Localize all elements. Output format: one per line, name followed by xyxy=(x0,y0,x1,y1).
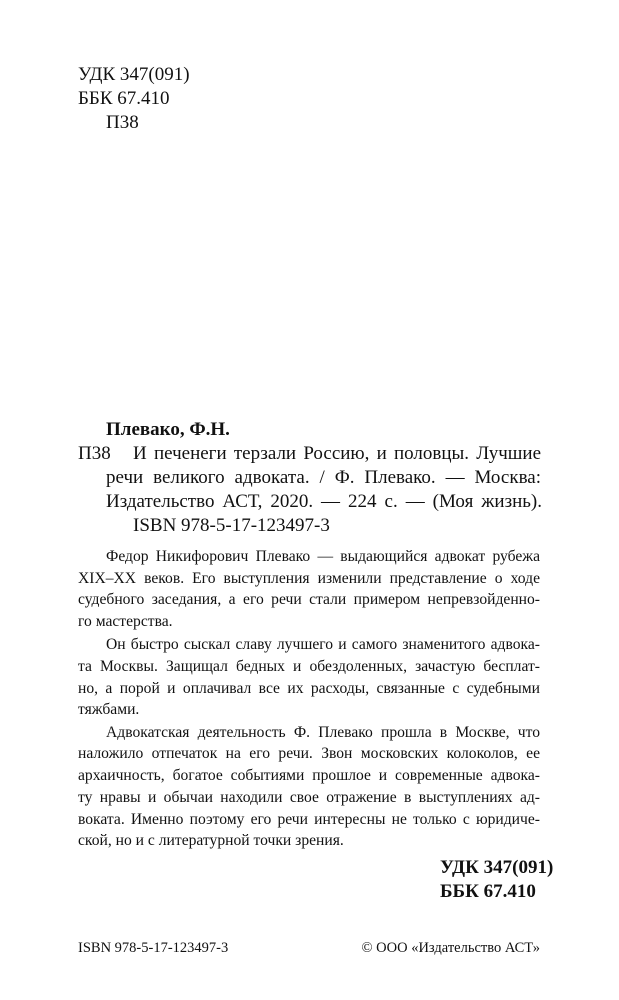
abstract-line-5 xyxy=(106,636,540,654)
abstract-line-6 xyxy=(78,658,540,676)
abstract-line-10 xyxy=(78,745,540,763)
abstract-line-7 xyxy=(78,680,540,698)
abstract-line-2 xyxy=(78,570,540,588)
abstract-text: судебного заседания, а его речи стали примером непревзойденно- xyxy=(78,591,540,608)
abstract-line-14: ской, но и с литературной точки зрения. xyxy=(78,832,344,849)
abstract-text: воката. Именно поэтому его речи интересны не только с юридиче- xyxy=(78,811,540,828)
footer-isbn: ISBN 978-5-17-123497-3 xyxy=(78,940,229,956)
author-mark-top: П38 xyxy=(106,112,139,133)
abstract-text: Он быстро сыскал славу лучшего и самого знаменитого адвока- xyxy=(106,636,540,653)
abstract-text: но, а порой и оплачивал все их расходы, связанные с судебными xyxy=(78,680,540,697)
entry-author-mark: П38 xyxy=(78,443,111,464)
bbk-code-bottom: ББК 67.410 xyxy=(440,881,536,902)
udk-code-bottom: УДК 347(091) xyxy=(440,857,554,878)
entry-line-text: И печенеги терзали Россию, и половцы. Лучшие xyxy=(133,443,541,464)
abstract-line-3 xyxy=(78,591,540,609)
footer-copyright: © ООО «Издательство АСТ» xyxy=(361,940,540,956)
abstract-text: XIX–XX веков. Его выступления изменили представление о ходе xyxy=(78,570,540,587)
abstract-text: та Москвы. Защищал бедных и обездоленных, зачастую бесплат- xyxy=(78,658,540,675)
abstract-line-11 xyxy=(78,767,540,785)
abstract-line-13 xyxy=(78,811,540,829)
udk-code-top: УДК 347(091) xyxy=(78,64,190,85)
entry-author: Плевако, Ф.Н. xyxy=(106,419,230,440)
abstract-line-4: го мастерства. xyxy=(78,613,173,630)
abstract-text: наложило отпечаток на его речи. Звон московских колоколов, ее xyxy=(78,745,540,762)
entry-line-1 xyxy=(133,443,541,465)
entry-line-3 xyxy=(106,491,542,513)
abstract-line-8: тяжбами. xyxy=(78,701,140,718)
bbk-code-top: ББК 67.410 xyxy=(78,88,170,109)
entry-line-text: Издательство АСТ, 2020. — 224 с. — (Моя жизнь). xyxy=(106,491,542,512)
entry-line-text: речи великого адвоката. / Ф. Плевако. — Москва: xyxy=(106,467,541,488)
abstract-line-9 xyxy=(106,724,540,742)
abstract-text: архаичность, богатое событиями прошлое и современные адвока- xyxy=(78,767,540,784)
abstract-text: Федор Никифорович Плевако — выдающийся адвокат рубежа xyxy=(106,548,540,565)
abstract-text: ту нравы и обычаи находили свое отражение в выступлениях ад- xyxy=(78,789,540,806)
abstract-line-12 xyxy=(78,789,540,807)
entry-isbn: ISBN 978-5-17-123497-3 xyxy=(133,515,330,536)
abstract-text: Адвокатская деятельность Ф. Плевако прошла в Москве, что xyxy=(106,724,540,741)
entry-line-2 xyxy=(106,467,541,489)
abstract-line-1 xyxy=(106,548,540,566)
